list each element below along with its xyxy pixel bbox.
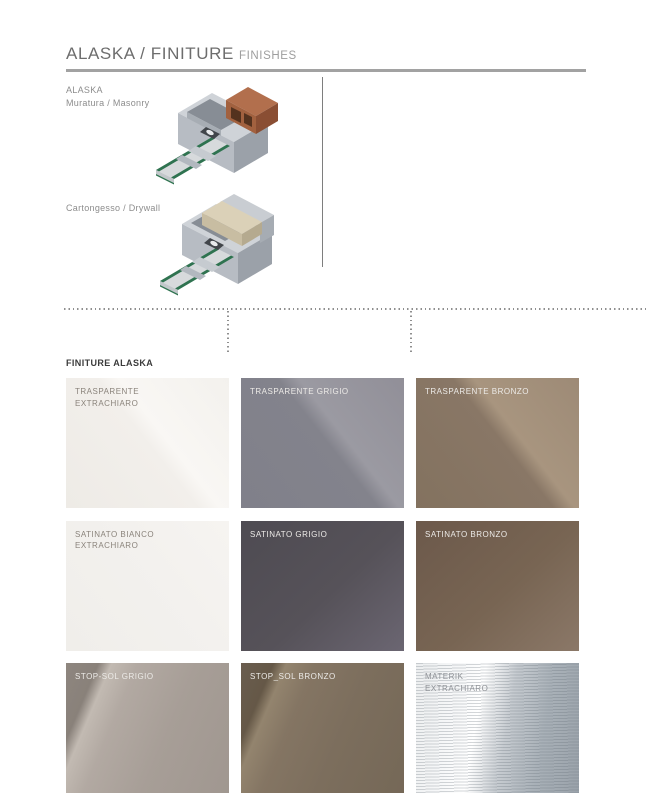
finishes-heading: FINITURE ALASKA [66, 358, 154, 368]
swatch-trasparente-grigio [241, 378, 404, 508]
vertical-dotted-rule-left [227, 311, 229, 354]
swatch-label: SATINATO GRIGIO [250, 529, 328, 539]
drywall-detail-illustration [142, 186, 310, 306]
vertical-dotted-rule-right [410, 311, 412, 354]
swatch-label: STOP_SOL BRONZO [250, 672, 336, 681]
page-title [66, 44, 297, 64]
swatch-label: TRASPARENTE BRONZO [425, 387, 529, 396]
page-title-main: ALASKA / FINITURE [66, 44, 234, 63]
swatch-label: SATINATO BRONZO [425, 529, 508, 539]
swatch-satinato-bronzo [416, 521, 579, 651]
swatch-trasparente-extrachiaro [66, 378, 229, 508]
swatch-materik-extrachiaro [416, 663, 579, 793]
swatch-trasparente-bronzo [416, 378, 579, 508]
swatch-stop-sol-grigio [66, 663, 229, 793]
swatch-label: TRASPARENTE GRIGIO [250, 387, 349, 396]
swatch-label: SATINATO BIANCO EXTRACHIARO [75, 529, 155, 551]
swatch-stop-sol-bronzo [241, 663, 404, 793]
swatch-label: STOP-SOL GRIGIO [75, 672, 154, 681]
masonry-section-label [66, 84, 149, 109]
swatch-label: TRASPARENTE EXTRACHIARO [75, 387, 140, 408]
swatch-label: MATERIK EXTRACHIARO [425, 672, 489, 693]
drywall-label: Cartongesso / Drywall [66, 203, 161, 213]
masonry-detail-illustration [140, 80, 300, 190]
swatch-satinato-bianco-extrachiaro [66, 521, 229, 651]
finishes-grid [66, 378, 579, 793]
header-rule [66, 69, 586, 72]
horizontal-dotted-rule [64, 308, 649, 310]
swatch-satinato-grigio [241, 521, 404, 651]
vertical-divider [322, 77, 323, 267]
page-title-sub: FINISHES [238, 50, 297, 62]
masonry-label: Muratura / Masonry [66, 97, 150, 108]
masonry-product-name: ALASKA [66, 85, 103, 95]
